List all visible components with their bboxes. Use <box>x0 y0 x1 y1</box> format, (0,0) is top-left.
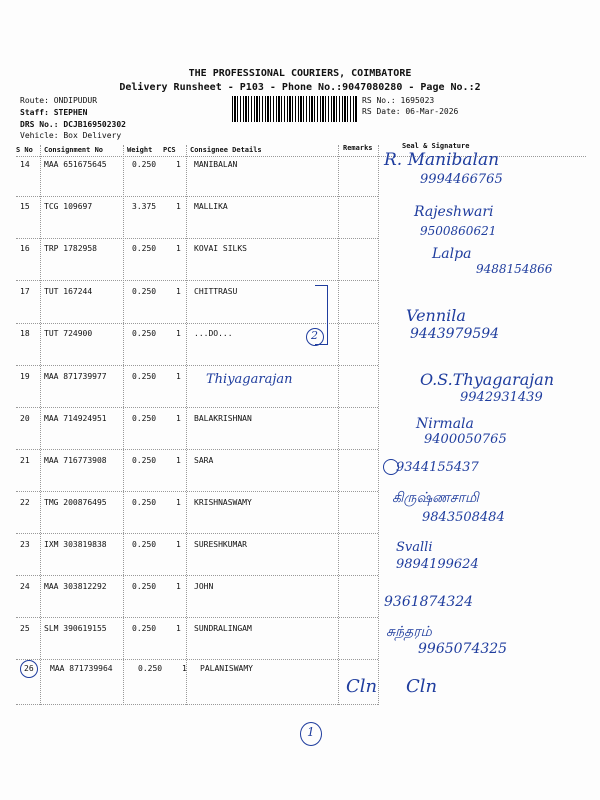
row-consignment: TRP 1782958 <box>44 244 97 253</box>
row-pcs: 1 <box>176 372 181 381</box>
signature-23: Svalli <box>396 540 433 555</box>
cln-mark-1: Cln <box>346 676 378 697</box>
row-sno: 15 <box>20 202 30 211</box>
row-pcs: 1 <box>176 582 181 591</box>
col-seal: Seal & Signature <box>402 142 470 150</box>
row-pcs: 1 <box>176 244 181 253</box>
row-divider <box>16 238 378 239</box>
row-divider <box>16 533 378 534</box>
row-pcs: 1 <box>176 329 181 338</box>
col-sno: S No <box>16 146 33 154</box>
signature-20: Nirmala <box>416 416 474 432</box>
row-weight: 0.250 <box>132 372 157 381</box>
phone-23: 9894199624 <box>396 557 479 572</box>
row-weight: 0.250 <box>132 456 157 465</box>
row-consignment: MAA 303812292 <box>44 582 107 591</box>
col-pcs: PCS <box>163 146 176 154</box>
signature-14: R. Manibalan <box>384 150 500 170</box>
row-weight: 0.250 <box>138 664 163 673</box>
signature-19: O.S.Thyagarajan <box>420 370 555 389</box>
phone-25: 9965074325 <box>418 641 508 657</box>
col-separator <box>40 145 41 705</box>
phone-15: 9500860621 <box>420 224 497 238</box>
row-pcs: 1 <box>182 664 187 673</box>
row-consignee: ...DO... <box>194 329 233 338</box>
row-weight: 0.250 <box>132 160 157 169</box>
row-divider <box>16 617 378 618</box>
row-consignment: TUT 167244 <box>44 287 93 296</box>
rs-date: RS Date: 06-Mar-2026 <box>362 107 459 116</box>
row-pcs: 1 <box>176 160 181 169</box>
row-pcs: 1 <box>176 287 181 296</box>
row-consignment: MAA 871739964 <box>50 664 113 673</box>
row-sno: 20 <box>20 414 30 423</box>
circle-mark <box>383 459 399 475</box>
row-consignee: JOHN <box>194 582 214 591</box>
phone-14: 9994466765 <box>420 172 503 187</box>
barcode <box>232 96 358 122</box>
row-pcs: 1 <box>176 202 181 211</box>
row-weight: 0.250 <box>132 329 157 338</box>
row-consignment: TCG 109697 <box>44 202 93 211</box>
header-divider <box>16 156 586 157</box>
row-divider <box>16 491 378 492</box>
col-separator <box>378 145 379 705</box>
col-consignment: Consignment No <box>44 146 104 154</box>
row-pcs: 1 <box>176 624 181 633</box>
row-pcs: 1 <box>176 456 181 465</box>
phone-16: 9488154866 <box>476 262 553 276</box>
row-sno: 25 <box>20 624 30 633</box>
row-pcs: 1 <box>176 498 181 507</box>
group-count: 2 <box>311 329 318 342</box>
row-weight: 3.375 <box>132 202 157 211</box>
signature-18: Vennila <box>406 306 466 325</box>
row-sno: 26 <box>24 664 34 673</box>
col-separator <box>338 145 339 705</box>
row-26-circle <box>20 660 38 678</box>
phone-20: 9400050765 <box>424 432 507 447</box>
row-consignee: SARA <box>194 456 214 465</box>
col-weight: Weight <box>127 146 153 154</box>
row-divider <box>16 659 378 660</box>
row-divider <box>16 280 378 281</box>
row-consignee: PALANISWAMY <box>200 664 253 673</box>
route-label: Route: ONDIPUDUR <box>20 96 98 105</box>
handwritten-name-19: Thiyagarajan <box>206 372 293 387</box>
row-consignment: MAA 716773908 <box>44 456 107 465</box>
col-consignee: Consignee Details <box>190 146 262 154</box>
row-sno: 18 <box>20 329 30 338</box>
row-consignee: CHITTRASU <box>194 287 238 296</box>
row-weight: 0.250 <box>132 498 157 507</box>
row-consignment: MAA 871739977 <box>44 372 107 381</box>
row-consignment: SLM 390619155 <box>44 624 107 633</box>
signature-15: Rajeshwari <box>414 204 494 220</box>
page-circle-number: 1 <box>307 725 315 739</box>
row-weight: 0.250 <box>132 540 157 549</box>
row-sno: 19 <box>20 372 30 381</box>
phone-21: 9344155437 <box>396 460 479 475</box>
row-consignee: KRISHNASWAMY <box>194 498 252 507</box>
row-weight: 0.250 <box>132 414 157 423</box>
col-separator <box>186 145 187 705</box>
cln-mark-2: Cln <box>406 676 438 697</box>
company-title: THE PROFESSIONAL COURIERS, COIMBATORE <box>188 68 412 79</box>
row-consignment: TMG 200876495 <box>44 498 107 507</box>
col-remarks: Remarks <box>343 144 373 152</box>
row-weight: 0.250 <box>132 244 157 253</box>
col-separator <box>123 145 124 705</box>
row-divider <box>16 196 378 197</box>
signature-16: Lalpa <box>432 246 472 262</box>
row-consignee: SUNDRALINGAM <box>194 624 252 633</box>
row-consignment: TUT 724900 <box>44 329 93 338</box>
phone-19: 9942931439 <box>460 390 543 405</box>
drs-label: DRS No.: DCJB169502302 <box>20 120 126 129</box>
row-weight: 0.250 <box>132 624 157 633</box>
staff-label: Staff: STEPHEN <box>20 108 88 117</box>
row-consignment: MAA 651675645 <box>44 160 107 169</box>
row-divider <box>16 365 378 366</box>
row-consignee: MANIBALAN <box>194 160 238 169</box>
row-weight: 0.250 <box>132 287 157 296</box>
row-consignee: BALAKRISHNAN <box>194 414 252 423</box>
row-sno: 14 <box>20 160 30 169</box>
row-consignment: MAA 714924951 <box>44 414 107 423</box>
signature-25: சுந்தரம் <box>386 624 432 640</box>
signature-22: கிருஷ்ணசாமி <box>392 490 479 506</box>
row-consignee: SURESHKUMAR <box>194 540 247 549</box>
runsheet-title: Delivery Runsheet - P103 - Phone No.:9047080280 - Page No.:2 <box>119 82 481 93</box>
row-divider <box>16 407 378 408</box>
phone-24: 9361874324 <box>384 594 474 610</box>
row-sno: 17 <box>20 287 30 296</box>
row-pcs: 1 <box>176 540 181 549</box>
row-consignee: KOVAI SILKS <box>194 244 247 253</box>
row-divider <box>16 575 378 576</box>
row-consignee: MALLIKA <box>194 202 228 211</box>
row-divider <box>16 704 378 705</box>
row-pcs: 1 <box>176 414 181 423</box>
vehicle-label: Vehicle: Box Delivery <box>20 131 122 140</box>
row-sno: 21 <box>20 456 30 465</box>
row-divider <box>16 449 378 450</box>
phone-22: 9843508484 <box>422 510 505 525</box>
row-sno: 16 <box>20 244 30 253</box>
row-sno: 22 <box>20 498 30 507</box>
row-weight: 0.250 <box>132 582 157 591</box>
row-consignment: IXM 303819838 <box>44 540 107 549</box>
rs-number: RS No.: 1695023 <box>362 96 435 105</box>
row-sno: 23 <box>20 540 30 549</box>
phone-18: 9443979594 <box>410 326 500 342</box>
row-sno: 24 <box>20 582 30 591</box>
